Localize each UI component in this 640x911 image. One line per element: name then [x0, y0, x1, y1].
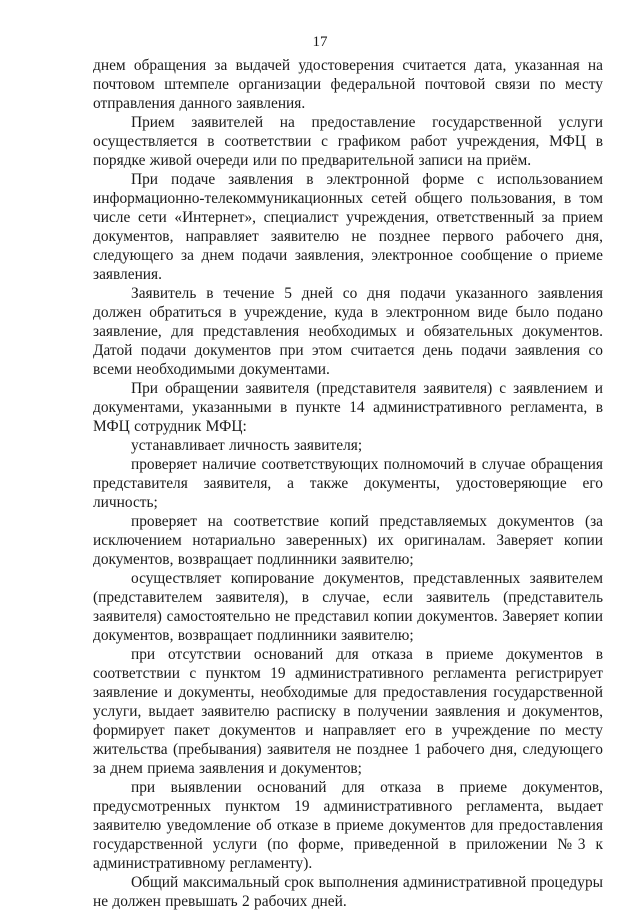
paragraph-five-days: Заявитель в течение 5 дней со дня подачи указанного заявления должен обратиться в учреждение, куда в электронном виде было подано заявление, для представления необходимых и обязательных документов. Датой подачи документов при этом считается день подачи заявления со всеми необходимыми документами. — [93, 285, 603, 378]
list-item-registration: при отсутствии оснований для отказа в приеме документов в соответствии с пунктом 19 административного регламента регистрирует заявление и документы, необходимые для предоставления государственной услуги, выдает заявителю расписку в получении заявления и документов, формирует пакет документов и направляет его в учреждение по месту жительства (пребывания) заявителя не позднее 1 рабочего дня, следующего за днем приема заявления и документов; — [93, 646, 603, 777]
list-item-authority: проверяет наличие соответствующих полномочий в случае обращения представителя заявителя, а также документы, удостоверяющие его личность; — [93, 456, 603, 511]
paragraph-mfc-intro: При обращении заявителя (представителя заявителя) с заявлением и документами, указанными в пункте 14 административного регламента, в МФЦ сотрудник МФЦ: — [93, 380, 603, 435]
list-item-copying: осуществляет копирование документов, представленных заявителем (представителем заявителя), в случае, если заявитель (представитель заявителя) самостоятельно не представил копии документов. Заверяет копии документов, возвращает подлинники заявителю; — [93, 570, 603, 644]
page-number: 17 — [312, 34, 328, 50]
list-item-identity: устанавливает личность заявителя; — [131, 437, 363, 454]
list-item-copies-check: проверяет на соответствие копий представляемых документов (за исключением нотариально заверенных) их оригиналам. Заверяет копии документов, возвращает подлинники заявителю; — [93, 513, 603, 568]
paragraph-continuation: днем обращения за выдачей удостоверения считается дата, указанная на почтовом штемпеле организации федеральной почтовой связи по месту отправления данного заявления. — [93, 57, 603, 112]
paragraph-electronic-submission: При подаче заявления в электронной форме с использованием информационно-телекоммуникационных сетей общего пользования, в том числе сети «Интернет», специалист учреждения, ответственный за прием документов, направляет заявителю не позднее первого рабочего дня, следующего за днем подачи заявления, электронное сообщение о приеме заявления. — [93, 171, 603, 283]
list-item-refusal: при выявлении оснований для отказа в приеме документов, предусмотренных пунктом 19 административного регламента, выдает заявителю уведомление об отказе в приеме документов для предоставления государственной услуги (по форме, приведенной в приложении №3 к административному регламенту). — [93, 779, 603, 872]
document-body — [93, 56, 603, 911]
paragraph-reception-schedule: Прием заявителей на предоставление государственной услуги осуществляется в соответствии с графиком работ учреждения, МФЦ в порядке живой очереди или по предварительной записи на приём. — [93, 114, 603, 169]
paragraph-max-term: Общий максимальный срок выполнения административной процедуры не должен превышать 2 рабочих дней. — [93, 874, 603, 910]
